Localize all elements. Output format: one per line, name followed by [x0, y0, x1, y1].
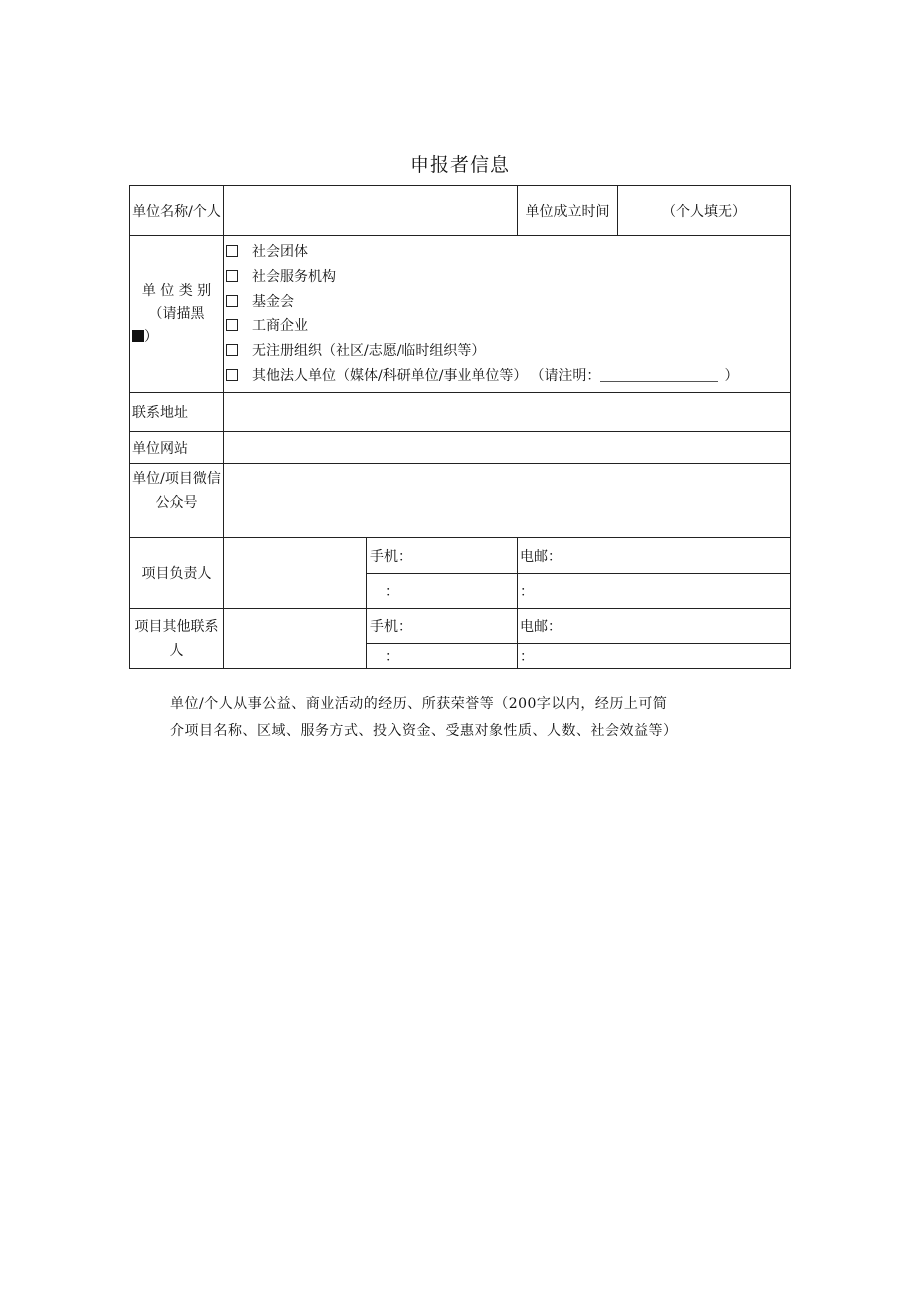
- category-option[interactable]: 社会团体: [226, 240, 790, 265]
- leader-name-field[interactable]: [224, 538, 367, 609]
- table-row: [130, 464, 791, 538]
- table-row: [130, 186, 791, 236]
- checkbox-icon[interactable]: [226, 344, 238, 356]
- leader-label: 项目负责人: [130, 538, 224, 609]
- leader-email-extra[interactable]: ：: [518, 574, 791, 609]
- category-label: [130, 236, 224, 393]
- applicant-info-table: [129, 185, 791, 669]
- wechat-field[interactable]: [224, 464, 791, 538]
- unit-name-field[interactable]: [224, 186, 518, 236]
- table-row: [130, 393, 791, 432]
- unit-name-label: 单位名称/个人: [130, 186, 224, 236]
- table-row: [130, 432, 791, 464]
- category-option[interactable]: 工商企业: [226, 314, 790, 339]
- checkbox-icon[interactable]: [226, 319, 238, 331]
- wechat-label: 单位/项目微信公众号: [130, 464, 224, 538]
- specify-blank[interactable]: [600, 367, 718, 382]
- black-square-icon: [132, 330, 144, 342]
- category-label-line1: 单 位 类 别: [141, 282, 212, 299]
- checkbox-icon[interactable]: [226, 295, 238, 307]
- leader-email-label[interactable]: 电邮：: [518, 538, 791, 574]
- other-phone-extra[interactable]: ：: [367, 644, 518, 669]
- other-contact-name-field[interactable]: [224, 609, 367, 669]
- address-field[interactable]: [224, 393, 791, 432]
- checkbox-icon[interactable]: [226, 270, 238, 282]
- table-row: [130, 538, 791, 574]
- checkbox-icon[interactable]: [226, 369, 238, 381]
- founded-label: 单位成立时间: [518, 186, 618, 236]
- founded-note[interactable]: （个人填无）: [618, 186, 791, 236]
- leader-phone-extra[interactable]: ：: [367, 574, 518, 609]
- category-option[interactable]: 基金会: [226, 290, 790, 315]
- website-field[interactable]: [224, 432, 791, 464]
- instruction-line-1: 单位/个人从事公益、商业活动的经历、所获荣誉等（200字以内，经历上可简: [170, 696, 668, 712]
- category-option[interactable]: 社会服务机构: [226, 265, 790, 290]
- other-email-label[interactable]: 电邮：: [518, 609, 791, 644]
- checkbox-icon[interactable]: [226, 245, 238, 257]
- website-label: 单位网站: [130, 432, 224, 464]
- table-row: [130, 236, 791, 393]
- page-title: 申报者信息: [409, 154, 510, 176]
- category-option[interactable]: 其他法人单位（媒体/科研单位/事业单位等） （请注明： ）: [226, 364, 790, 389]
- other-phone-label[interactable]: 手机：: [367, 609, 518, 644]
- leader-phone-label[interactable]: 手机：: [367, 538, 518, 574]
- other-email-extra[interactable]: ：: [518, 644, 791, 669]
- category-label-line3: ）: [144, 328, 158, 345]
- table-row: [130, 609, 791, 644]
- address-label: 联系地址: [130, 393, 224, 432]
- experience-instructions: [170, 691, 750, 745]
- category-label-line2: （请描黑: [148, 305, 205, 322]
- category-option[interactable]: 无注册组织（社区/志愿/临时组织等）: [226, 339, 790, 364]
- instruction-line-2: 介项目名称、区域、服务方式、投入资金、受惠对象性质、人数、社会效益等）: [170, 723, 678, 739]
- category-options: [224, 236, 791, 393]
- other-contact-label: 项目其他联系人: [130, 609, 224, 669]
